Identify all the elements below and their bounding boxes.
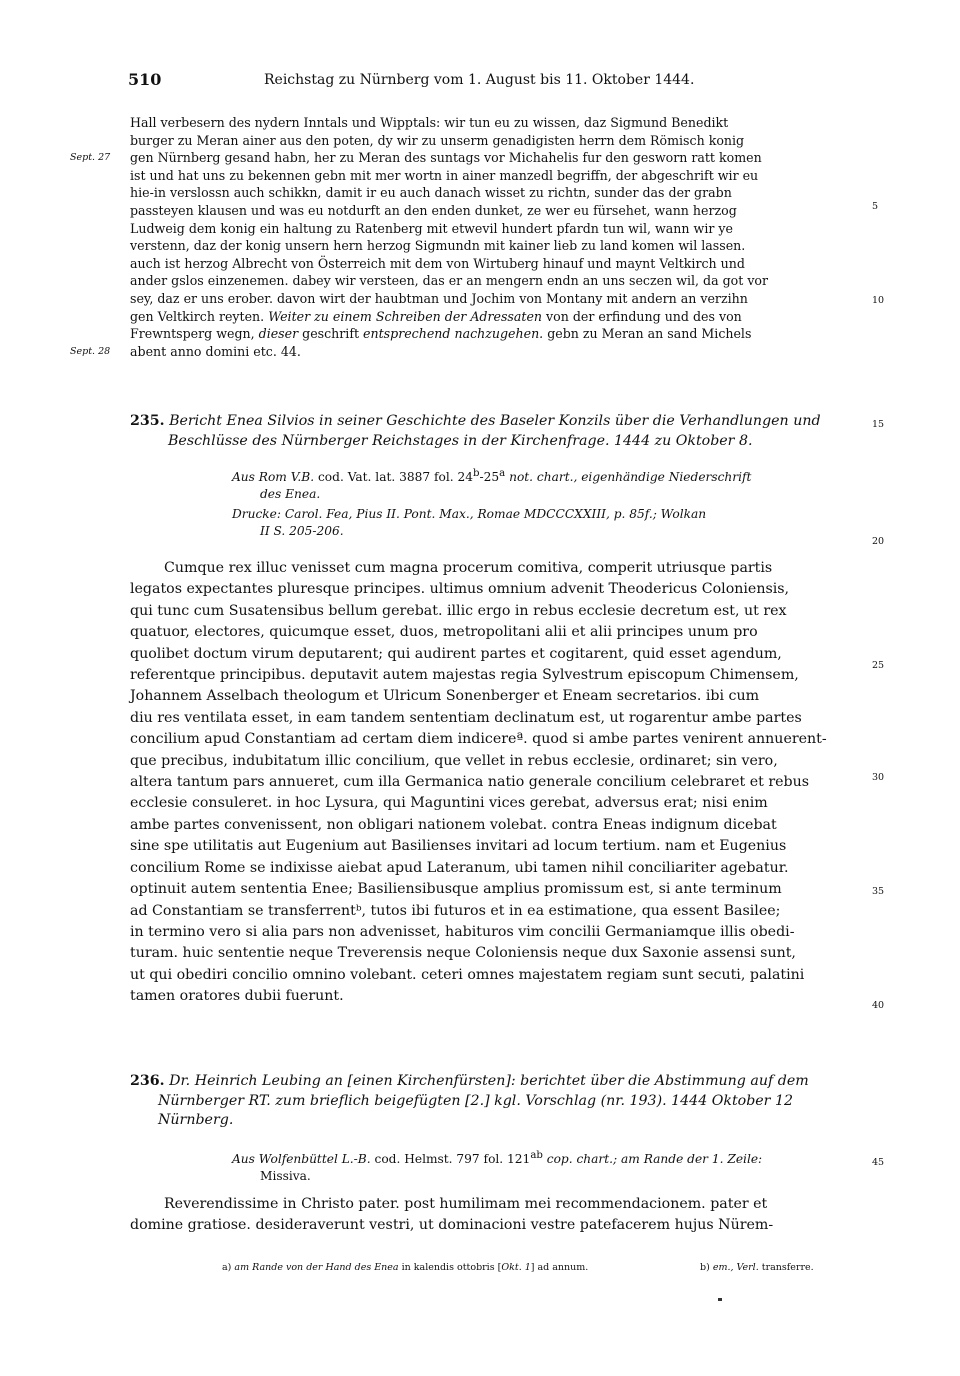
source-line: Missiva. [260,1168,311,1183]
text-line: quatuor, electores, quicumque esset, duos, metropolitani alii et alii principes unum pro [130,624,758,641]
print-line: Drucke: Carol. Fea, Pius II. Pont. Max., Romae MDCCCXXIII, p. 85f.; Wolkan [232,507,707,522]
print-line: II S. 205-206. [260,523,344,538]
text-line: gen Veltkirch reyten. Weiter zu einem Schreiben der Adressaten von der erfindung und des von [130,308,742,324]
text-line: tamen oratores dubii fuerunt. [130,988,344,1005]
text-line: auch ist herzog Albrecht von Österreich mit dem von Wirtuberg hinauf und maynt Veltkirch und [130,255,745,271]
text-line: diu res ventilata esset, in eam tandem sententiam declinatum est, ut rogarentur ambe partes [130,709,802,726]
text-line: ambe partes convenissent, non obligari nationem volebat. contra Eneas indignum dicebat [130,816,777,833]
line-number: 40 [872,1000,885,1011]
text-line: sine spe utilitatis aut Eugenium aut Basilienses invitari ad locum tertium. nam et Eugenius [130,838,787,855]
running-header [128,70,868,94]
text-line: quolibet doctum virum deputarent; qui audirent partes et cogitarent, quid esset agendum, [130,645,782,662]
text-line: ist und hat uns zu bekennen gebn mit mer wortn in ainer manzedl begriffn, der abgeschrift wir eu [130,167,759,183]
text-line: hie-in verslossn auch schikkn, damit ir eu auch danach wisset zu richtn, sunder das der grabn [130,185,732,201]
line-number: 5 [872,201,879,212]
margin-date: Sept. 27 [70,152,111,163]
line-number: 20 [872,536,885,547]
text-line: Cumque rex illuc venisset cum magna procerum comitiva, comperit utriusque partis [164,560,773,576]
text-line: optinuit autem sententia Enee; Basiliensibusque amplius promissum est, si ante terminum [130,881,782,898]
footnote-a: a) am Rande von der Hand des Enea in kalendis ottobris [Okt. 1] ad annum. [222,1262,589,1273]
text-line: legatos expectantes pluresque principes. ultimus omnium advenit Theodericus Coloniensis, [130,581,790,598]
source-line: des Enea. [260,486,321,501]
source-line: Aus Rom V.B. cod. Vat. lat. 3887 fol. 24$^b$-25$^a$ not. chart., eigenhändige Niederschrift [232,468,752,485]
text-line: altera tantum pars annueret, cum illa Germanica natio generale concilium celebraret et rebus [130,774,809,791]
text-line: Hall verbesern des nydern Inntals und Wipptals: wir tun eu zu wissen, daz Sigmund Benedikt [130,115,729,130]
text-line: ut qui obediri concilio omnino volebant. ceteri omnes majestatem regiam sunt secuti, palatini [130,966,805,983]
text-line: concilium Rome se indixisse aiebat apud Lateranum, ubi tamen nihil conciliariter agebatur. [130,859,789,876]
document-236-body [130,1194,866,1237]
heading-line: 235. Bericht Enea Silvios in seiner Geschichte des Baseler Konzils über die Verhandlungen und [130,413,821,429]
text-line: turam. huic sententie neque Treverensis neque Coloniensis neque dux Saxonie assensi sunt, [130,945,796,962]
text-line: ander gslos einzenemen. dabey wir versteen, das er an mengern endn an uns seczen wil, da got vor [130,273,769,289]
document-number: 235. [130,413,165,429]
text-line: referentque principibus. deputavit autem majestas regia Sylvestrum episcopum Chimensem, [130,667,799,684]
text-line: ad Constantiam se transferrentᵇ, tutos ibi futuros et in ea estimatione, qua essent Basilee; [130,902,781,919]
text-line: Frewntsperg wegn, dieser geschrift entsprechend nachzugehen. gebn zu Meran an sand Michels [130,326,752,342]
running-title: Reichstag zu Nürnberg vom 1. August bis 11. Oktober 1444. [264,72,695,88]
heading-line: Nürnberg. [158,1112,234,1129]
text-line: qui tunc cum Susatensibus bellum gerebat. illic ergo in rebus ecclesie decretum est, ut rex [130,602,787,619]
text-line: gen Nürnberg gesand habn, her zu Meran des suntags vor Michahelis fur den gesworn ratt komen [130,150,762,166]
heading-line: Nürnberger RT. zum brieflich beigefügten [2.] kgl. Vorschlag (nr. 193). 1444 Oktober 12 [158,1092,794,1109]
text-line: domine gratiose. desideraverunt vestri, ut dominacioni vestre patefacerem hujus Nürem- [130,1217,774,1234]
document-235-source [232,466,864,539]
source-line: Aus Wolfenbüttel L.-B. cod. Helmst. 797 fol. $121^{ab}$ cop. chart.; am Rande der 1. Zeile: [232,1150,763,1167]
text-line: in termino vero si alia pars non advenisset, habituros vim concilii Germaniamque illis obedi- [130,923,795,940]
text-line: Ludweig dem konig ein haltung zu Ratenberg mit etwevil hundert pfardn tun wil, wann wir ye [130,220,733,236]
document-number: 236. [130,1073,165,1089]
margin-date: Sept. 28 [70,346,111,357]
line-number: 25 [872,660,885,671]
text-line: abent anno domini etc. 44. [130,343,301,359]
text-line: Reverendissime in Christo pater. post humilimam mei recommendacionem. pater et [164,1196,768,1212]
document-235-heading [130,412,866,451]
text-line: Johannem Asselbach theologum et Ulricum Sonenberger et Eneam secretarios. ibi cum [130,688,760,705]
line-number: 15 [872,419,885,430]
scan-speck [718,1298,722,1301]
document-235-body [130,558,866,1008]
continued-letter [130,114,866,360]
line-number: 35 [872,886,885,897]
document-236-heading [130,1072,866,1131]
text-line: passteyen klausen und was eu notdurft an den enden dunket, ze wer eu fürsehet, wann herzog [130,202,737,218]
text-line: sey, daz er uns erober. davon wirt der haubtman und Jochim von Montany mit andern an verzihn [130,290,748,306]
line-number: 10 [872,295,885,306]
text-line: concilium apud Constantiam ad certam diem indicereª. quod si ambe partes venirent annuerent- [130,731,827,748]
text-line: ecclesie consuleret. in hoc Lysura, qui Maguntini vices gerebat, adversus erat; nisi enim [130,795,768,812]
footnote-b: b) em., Verl. transferre. [700,1262,814,1273]
page-number: 510 [128,70,162,89]
text-line: que precibus, indubitatum illic concilium, que vellet in rebus ecclesie, ordinaret; sin vero, [130,752,778,769]
document-236-source [232,1148,864,1184]
line-number: 45 [872,1157,885,1168]
line-number: 30 [872,772,885,783]
text-line: burger zu Meran ainer aus den poten, dy wir zu unserm genadigisten herrn dem Römisch konig [130,132,745,148]
text-line: verstenn, daz der konig unsern hern herzog Sigmundn mit kainer lieb zu land komen wil lassen. [130,238,746,254]
heading-line: 236. Dr. Heinrich Leubing an [einen Kirchenfürsten]: berichtet über die Abstimmung auf dem [130,1073,809,1089]
heading-line: Beschlüsse des Nürnberger Reichstages in der Kirchenfrage. 1444 zu Oktober 8. [168,432,753,449]
